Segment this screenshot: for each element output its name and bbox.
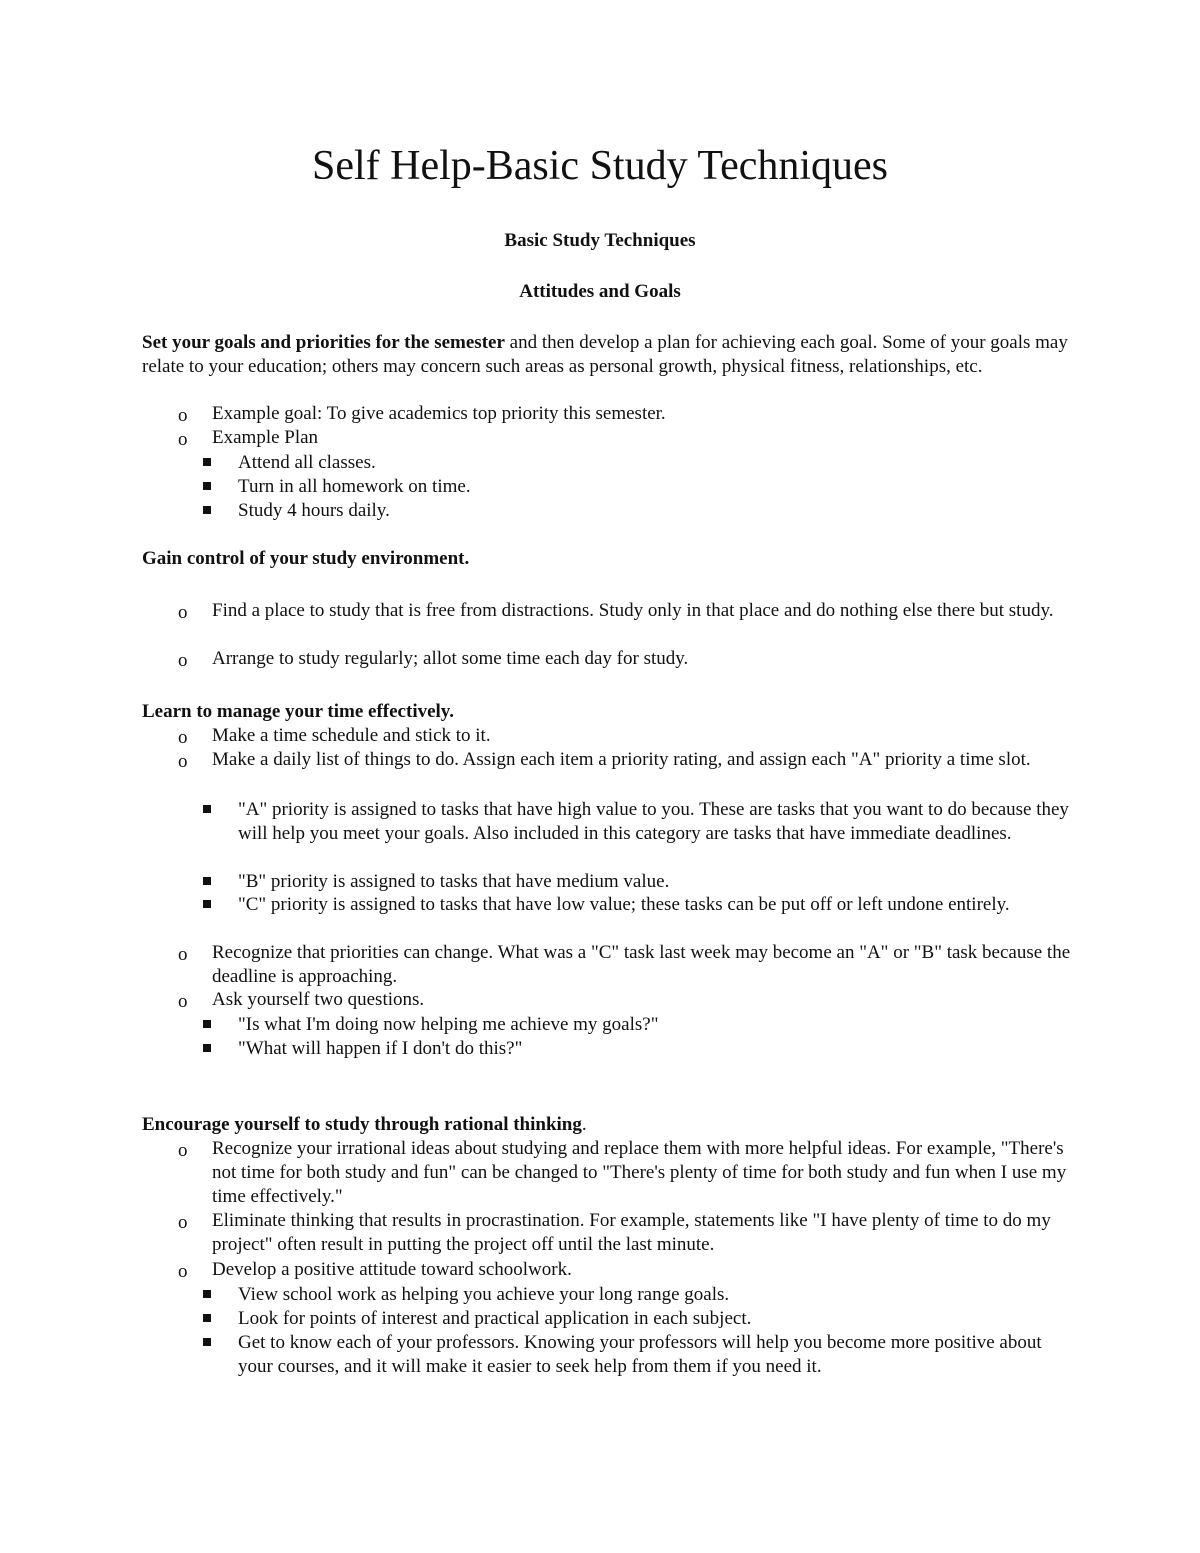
rational-heading-period: . bbox=[581, 1114, 587, 1135]
list-item: Turn in all homework on time. bbox=[238, 476, 471, 497]
bullet-circle: o bbox=[178, 991, 188, 1012]
list-item: "C" priority is assigned to tasks that have low value; these tasks can be put off or left undone entirely. bbox=[238, 894, 1010, 915]
list-item: Make a time schedule and stick to it. bbox=[212, 725, 491, 746]
bullet-circle: o bbox=[178, 405, 188, 426]
list-item: Recognize your irrational ideas about studying and replace them with more helpful ideas. For example, "There's not time for both study and fun" can be changed to "There's plenty of time for both study and fun when I use my time effectively." bbox=[212, 1138, 1067, 1207]
list-item: Arrange to study regularly; allot some time each day for study. bbox=[212, 648, 689, 669]
bullet-square bbox=[203, 877, 211, 885]
list-item: Eliminate thinking that results in procrastination. For example, statements like "I have plenty of time to do my project" often result in putting the project off until the last minute. bbox=[212, 1210, 1051, 1255]
bullet-circle: o bbox=[178, 602, 188, 623]
page-title: Self Help-Basic Study Techniques bbox=[311, 143, 889, 189]
goals-paragraph bbox=[142, 331, 1072, 379]
environment-heading: Gain control of your study environment. bbox=[142, 548, 470, 569]
bullet-square bbox=[203, 900, 211, 908]
list-item: Find a place to study that is free from distractions. Study only in that place and do nothing else there but study. bbox=[212, 600, 1054, 621]
list-item: Develop a positive attitude toward schoolwork. bbox=[212, 1259, 572, 1280]
bullet-circle: o bbox=[178, 727, 188, 748]
list-item: Study 4 hours daily. bbox=[238, 500, 390, 521]
list-item: "B" priority is assigned to tasks that have medium value. bbox=[238, 871, 670, 892]
bullet-square bbox=[203, 1020, 211, 1028]
list-item: Example goal: To give academics top priority this semester. bbox=[212, 403, 666, 424]
list-item: "What will happen if I don't do this?" bbox=[238, 1038, 523, 1059]
list-item: Example Plan bbox=[212, 427, 319, 448]
goals-lead: Set your goals and priorities for the semester bbox=[142, 332, 505, 353]
bullet-square bbox=[203, 1290, 211, 1298]
section-heading: Attitudes and Goals bbox=[519, 281, 681, 302]
rational-heading: Encourage yourself to study through rational thinking bbox=[142, 1114, 582, 1135]
bullet-square bbox=[203, 1338, 211, 1346]
list-item: Get to know each of your professors. Knowing your professors will help you become more positive about your courses, and it will make it easier to seek help from them if you need it. bbox=[238, 1332, 1042, 1377]
goals-text: and then develop a plan for achieving each goal. Some of your goals may relate to your education; others may concern such areas as personal growth, physical fitness, relationships, etc. bbox=[142, 332, 1068, 377]
list-item: View school work as helping you achieve your long range goals. bbox=[238, 1284, 730, 1305]
list-item: Attend all classes. bbox=[238, 452, 376, 473]
list-item: "Is what I'm doing now helping me achieve my goals?" bbox=[238, 1014, 659, 1035]
time-heading: Learn to manage your time effectively. bbox=[142, 701, 455, 722]
bullet-square bbox=[203, 805, 211, 813]
bullet-square bbox=[203, 1044, 211, 1052]
list-item: Make a daily list of things to do. Assign each item a priority rating, and assign each "A" priority a time slot. bbox=[212, 749, 1031, 770]
bullet-square bbox=[203, 506, 211, 514]
bullet-circle: o bbox=[178, 1261, 188, 1282]
bullet-square bbox=[203, 1314, 211, 1322]
list-item: Look for points of interest and practical application in each subject. bbox=[238, 1308, 752, 1329]
list-item: Ask yourself two questions. bbox=[212, 989, 425, 1010]
list-item: Recognize that priorities can change. What was a "C" task last week may become an "A" or "B" task because the deadline is approaching. bbox=[212, 942, 1071, 987]
rational-heading-line bbox=[142, 1113, 1072, 1137]
bullet-circle: o bbox=[178, 944, 188, 965]
bullet-circle: o bbox=[178, 429, 188, 450]
bullet-circle: o bbox=[178, 751, 188, 772]
bullet-circle: o bbox=[178, 1140, 188, 1161]
bullet-circle: o bbox=[178, 650, 188, 671]
bullet-circle: o bbox=[178, 1212, 188, 1233]
list-item: "A" priority is assigned to tasks that have high value to you. These are tasks that you want to do because they will help you meet your goals. Also included in this category are tasks that have immediate deadlines. bbox=[238, 799, 1069, 844]
bullet-square bbox=[203, 458, 211, 466]
document-subtitle: Basic Study Techniques bbox=[504, 230, 696, 251]
bullet-square bbox=[203, 482, 211, 490]
